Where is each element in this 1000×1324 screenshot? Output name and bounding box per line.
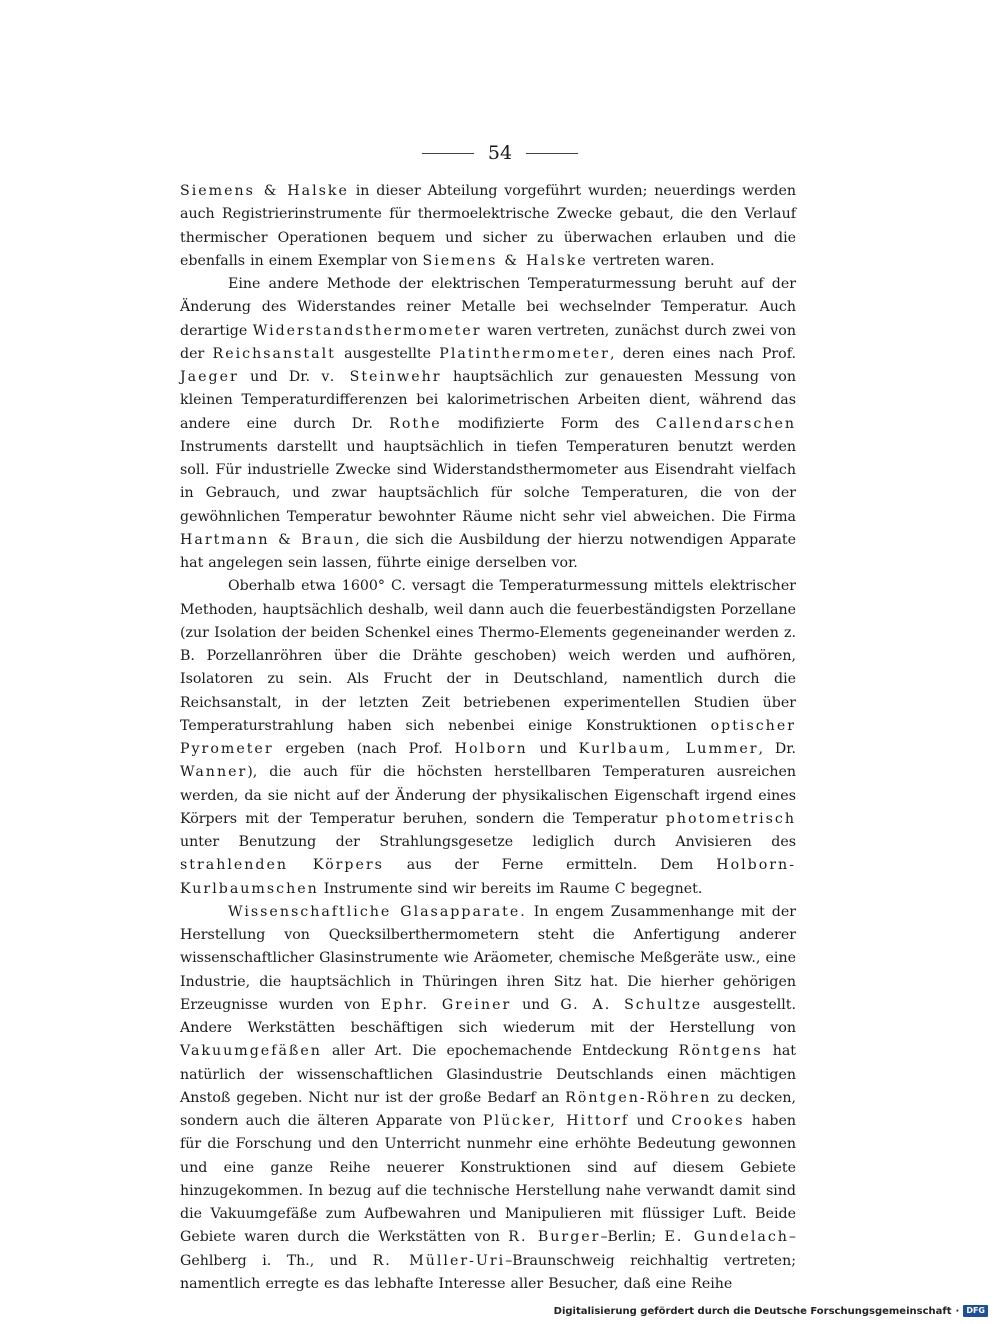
text-run: Instrumente sind wir bereits im Raume C begegnet. — [318, 880, 703, 897]
text-run: und — [527, 741, 579, 757]
spaced-emphasis: Ephr. Greiner — [380, 996, 512, 1013]
spaced-emphasis: Siemens & Halske — [180, 183, 349, 199]
spaced-emphasis: v. Steinwehr — [321, 369, 442, 385]
text-run: und Dr. — [238, 369, 322, 385]
text-run: , Dr. — [758, 741, 796, 757]
spaced-emphasis: R. Müller-Uri — [372, 1252, 506, 1269]
spaced-emphasis: G. A. Schultze — [560, 996, 703, 1013]
spaced-emphasis: Wanner — [180, 764, 248, 781]
text-run: unter Benutzung der Strahlungsgesetze lediglich durch Anvisieren des — [180, 834, 796, 850]
header-rule-left — [422, 153, 474, 154]
spaced-emphasis: Jaeger — [180, 369, 239, 385]
spaced-emphasis: photometrisch — [665, 810, 796, 827]
spaced-emphasis: Crookes — [671, 1113, 745, 1129]
text-run: und — [629, 1113, 672, 1129]
text-run: ), die auch für die höchsten herstellbaren Temperaturen ausreichen werden, da sie nicht auf der Änderung der physikalischen Eigenschaft irgend eines Körpers mit der Temperatur beruhen, sondern die Temperatur — [180, 764, 796, 827]
text-run: Eine andere Methode der elektrischen Temperaturmessung beruht auf der Änderung des Widerstandes reiner Metalle bei wechselnder Temperatur. Auch derartige — [180, 276, 796, 339]
spaced-emphasis: Wissenschaftliche Glasapparate. — [228, 903, 527, 920]
footer-separator: · — [955, 1305, 960, 1317]
text-run: in dieser Abteilung vorgeführt wurden; neuerdings werden auch Registrierinstrumente für thermoelektrische Zwecke gebaut, die den Verlauf thermischer Operationen bequem und sicher zu überwachen erlauben und die ebenfalls in einem Exemplar von — [180, 183, 797, 269]
spaced-emphasis: E. Gundelach — [664, 1229, 789, 1246]
footer-credit: Digitalisierung gefördert durch die Deutsche Forschungsgemeinschaft — [553, 1305, 952, 1317]
text-run: vertreten waren. — [587, 252, 715, 269]
text-run: zu decken, sondern auch die älteren Apparate von — [180, 1089, 796, 1129]
spaced-emphasis: strahlenden Körpers — [180, 857, 384, 874]
spaced-emphasis: Hartmann & Braun — [180, 531, 356, 548]
spaced-emphasis: Reichsanstalt — [212, 345, 336, 362]
text-run: –Braunschweig reichhaltig vertreten; namentlich erregte es das lebhafte Interesse aller Besucher, daß eine Reihe — [180, 1252, 796, 1292]
text-run: modifizierte Form des — [441, 415, 656, 432]
spaced-emphasis: Platinthermometer — [439, 345, 610, 362]
text-run: –Gehlberg i. Th., und — [180, 1229, 796, 1269]
paragraph — [180, 901, 796, 1296]
text-run: hauptsächlich zur genauesten Messung von kleinen Temperaturdifferenzen bei kalorimetrischen Arbeiten dient, während das andere eine durch Dr. — [180, 369, 796, 432]
text-run: –Berlin; — [600, 1229, 665, 1246]
text-run: haben für die Forschung und den Unterricht nunmehr eine erhöhte Bedeutung gewonnen und eine ganze Reihe neuerer Konstruktionen sind auf diesem Gebiete hinzugekommen. In bezug auf die technische Herstellung nahe verwandt damit sind die Vakuumgefäße zum Aufbewahren und Manipulieren mit flüssiger Luft. Beide Gebiete waren durch die Werkstätten von — [180, 1113, 796, 1246]
spaced-emphasis: Röntgens — [678, 1043, 763, 1060]
text-run: , deren eines nach Prof. — [609, 345, 796, 362]
spaced-emphasis: Holborn-Kurlbaumschen — [180, 857, 796, 897]
spaced-emphasis: R. Burger — [508, 1229, 601, 1246]
text-run: , die sich die Ausbildung der hierzu notwendigen Apparate hat angelegen sein lassen, führte einige derselben vor. — [180, 531, 796, 571]
spaced-emphasis: Rothe — [389, 415, 442, 432]
dfg-logo-icon: DFG — [963, 1305, 988, 1317]
spaced-emphasis: Widerstandsthermometer — [252, 322, 482, 339]
spaced-emphasis: Plücker, Hittorf — [482, 1113, 630, 1129]
paragraph — [180, 273, 796, 575]
spaced-emphasis: optischer Pyrometer — [180, 717, 796, 757]
text-run: waren vertreten, zunächst durch zwei von der — [180, 322, 796, 362]
spaced-emphasis: Siemens & Halske — [422, 252, 588, 269]
text-run: und — [511, 996, 561, 1013]
text-run: Instruments darstellt und hauptsächlich in tiefen Temperaturen benutzt werden soll. Für industrielle Zwecke sind Widerstandsthermometer aus Eisendraht vielfach in Gebrauch, und zwar hauptsächlich für solche Temperaturen, die von der gewöhnlichen Temperatur bewohnter Räume nicht sehr viel abweichen. Die Firma — [180, 438, 796, 525]
paragraph — [180, 575, 796, 901]
text-run: ergeben (nach Prof. — [273, 741, 455, 757]
text-run: aus der Ferne ermitteln. Dem — [383, 857, 717, 874]
header-rule-right — [526, 153, 578, 154]
text-run: ausgestellt. Andere Werkstätten beschäftigen sich wiederum mit der Herstellung von — [180, 996, 796, 1036]
spaced-emphasis: Holborn — [454, 741, 528, 757]
page-header — [0, 142, 1000, 164]
spaced-emphasis: Callendarschen — [655, 415, 796, 432]
spaced-emphasis: Röntgen-Röhren — [565, 1089, 712, 1106]
text-run: aller Art. Die epochemachende Entdeckung — [321, 1043, 679, 1060]
page-number: 54 — [487, 142, 513, 164]
footer — [554, 1305, 988, 1317]
text-run: In engem Zusammenhange mit der Herstellung von Quecksilberthermometern steht die Anfertigung anderer wissenschaftlicher Glasinstrumente wie Aräometer, chemische Meßgeräte usw., eine Industrie, die hauptsächlich in Thüringen ihren Sitz hat. Die hierher gehörigen Erzeugnisse wurden von — [180, 903, 797, 1013]
spaced-emphasis: Kurlbaum, Lummer — [578, 741, 759, 757]
spaced-emphasis: Vakuumgefäßen — [180, 1043, 322, 1060]
paragraph — [180, 180, 796, 273]
body-text — [180, 180, 796, 1296]
text-run: hat natürlich der wissenschaftlichen Glasindustrie Deutschlands einen mächtigen Anstoß gegeben. Nicht nur ist der große Bedarf an — [180, 1043, 796, 1106]
text-run: Oberhalb etwa 1600° C. versagt die Temperaturmessung mittels elektrischer Methoden, hauptsächlich deshalb, weil dann auch die feuerbeständigsten Porzellane (zur Isolation der beiden Schenkel eines Thermo-Elements gegeneinander werden z. B. Porzellanröhren über die Drähte geschoben) weich werden und aufhören, Isolatoren zu sein. Als Frucht der in Deutschland, namentlich durch die Reichsanstalt, in der letzten Zeit betriebenen experimentellen Studien über Temperaturstrahlung haben sich nebenbei einige Konstruktionen — [180, 578, 796, 734]
text-run: ausgestellte — [335, 345, 440, 362]
